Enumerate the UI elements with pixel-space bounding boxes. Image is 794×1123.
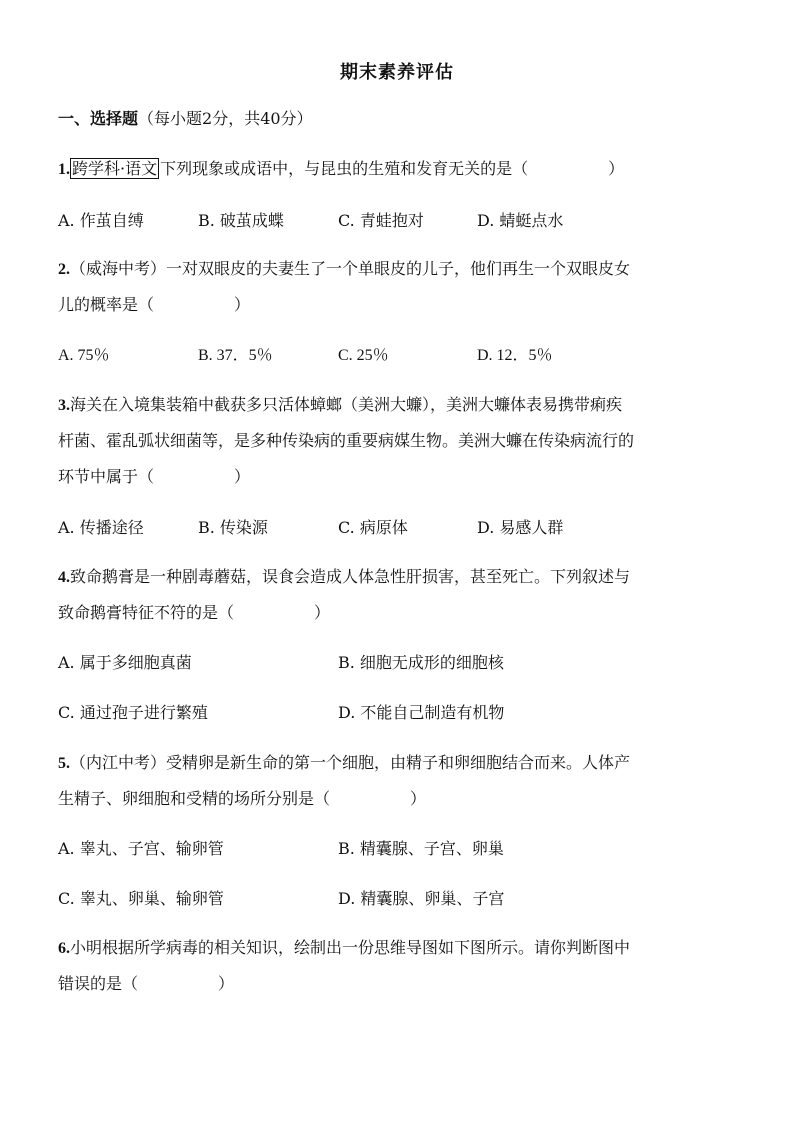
q2-option-a[interactable]: A. 75％ [58, 347, 110, 364]
q3-option-c[interactable]: C. 病原体 [338, 518, 408, 537]
question-2-line-2: 儿的概率是（ ） [58, 295, 251, 314]
question-text-line-1: （威海中考）一对双眼皮的夫妻生了一个单眼皮的儿子，他们再生一个双眼皮女 [70, 259, 631, 278]
question-4 [58, 566, 630, 589]
q1-option-d[interactable]: D. 蜻蜓点水 [477, 211, 564, 230]
question-3-line-3: 环节中属于（ ） [58, 467, 251, 486]
q5-option-c[interactable]: C. 睾丸、卵巢、输卵管 [58, 889, 224, 908]
q3-option-d[interactable]: D. 易感人群 [477, 518, 564, 537]
question-text-line-1: （内江中考）受精卵是新生命的第一个细胞，由精子和卵细胞结合而来。人体产 [70, 753, 631, 772]
q1-option-c[interactable]: C. 青蛙抱对 [338, 211, 424, 230]
question-number: 6. [58, 940, 70, 957]
question-2 [58, 258, 630, 281]
q4-option-c[interactable]: C. 通过孢子进行繁殖 [58, 703, 208, 722]
question-5 [58, 752, 630, 775]
q1-option-b[interactable]: B. 破茧成蝶 [198, 211, 284, 230]
question-number: 2. [58, 261, 70, 278]
q3-option-a[interactable]: A. 传播途径 [58, 518, 144, 537]
q2-option-c[interactable]: C. 25％ [338, 347, 389, 364]
question-3-line-2: 杆菌、霍乱弧状细菌等，是多种传染病的重要病媒生物。美洲大蠊在传染病流行的 [58, 431, 635, 450]
q4-option-a[interactable]: A. 属于多细胞真菌 [58, 653, 192, 672]
q5-option-b[interactable]: B. 精囊腺、子宫、卵巢 [338, 839, 504, 858]
q3-option-b[interactable]: B. 传染源 [198, 518, 268, 537]
q2-option-d[interactable]: D. 12．5％ [477, 347, 553, 364]
q5-option-a[interactable]: A. 睾丸、子宫、输卵管 [58, 839, 224, 858]
q2-option-b[interactable]: B. 37．5％ [198, 347, 273, 364]
section-note: （每小题2分，共40分） [138, 109, 313, 128]
question-number: 1. [58, 161, 70, 178]
question-number: 3. [58, 397, 70, 414]
section-heading [58, 108, 313, 130]
q4-option-b[interactable]: B. 细胞无成形的细胞核 [338, 653, 504, 672]
question-text-line-1: 小明根据所学病毒的相关知识，绘制出一份思维导图如下图所示。请你判断图中 [70, 938, 631, 957]
question-1 [58, 158, 624, 181]
question-number: 5. [58, 755, 70, 772]
question-5-line-2: 生精子、卵细胞和受精的场所分别是（ ） [58, 789, 427, 808]
question-6-line-2: 错误的是（ ） [58, 974, 235, 993]
question-text: 下列现象或成语中，与昆虫的生殖和发育无关的是（ ） [160, 159, 625, 178]
page-title: 期末素养评估 [340, 62, 454, 83]
question-6 [58, 937, 630, 960]
question-text-line-1: 致命鹅膏是一种剧毒蘑菇，误食会造成人体急性肝损害，甚至死亡。下列叙述与 [70, 567, 631, 586]
section-label: 一、选择题 [58, 109, 139, 128]
q5-option-d[interactable]: D. 精囊腺、卵巢、子宫 [338, 889, 505, 908]
q4-option-d[interactable]: D. 不能自己制造有机物 [338, 703, 505, 722]
question-text-line-1: 海关在入境集装箱中截获多只活体蟑螂（美洲大蠊），美洲大蠊体表易携带痢疾 [70, 395, 623, 414]
question-3 [58, 394, 622, 417]
question-4-line-2: 致命鹅膏特征不符的是（ ） [58, 603, 331, 622]
subject-tag: 跨学科·语文 [72, 159, 158, 178]
q1-option-a[interactable]: A. 作茧自缚 [58, 211, 144, 230]
question-number: 4. [58, 569, 70, 586]
